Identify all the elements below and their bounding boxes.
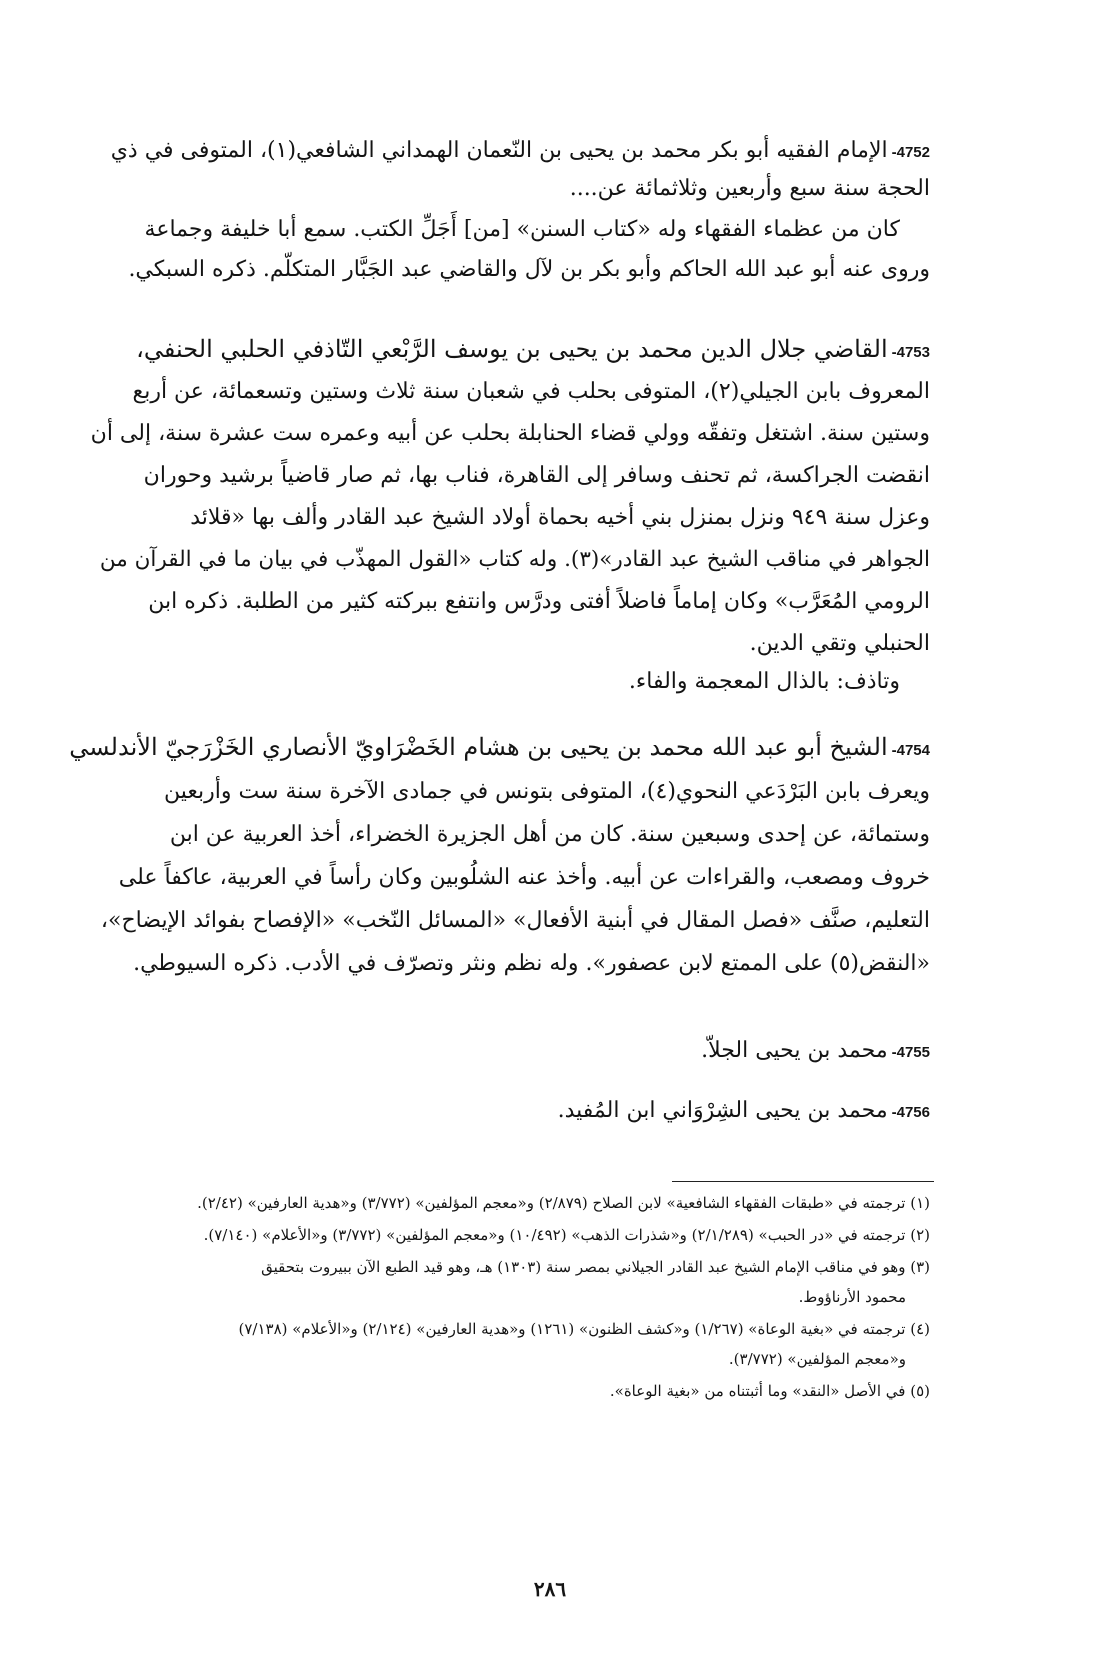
entry-text: محمد بن يحيى الجلاّ. <box>701 1038 888 1063</box>
entry-line: الحجة سنة سبع وأربعين وثلاثمائة عن.... <box>569 176 930 201</box>
entry-number: 4756- <box>891 1104 930 1121</box>
entry-line <box>90 140 930 178</box>
entry-line: كان من عظماء الفقهاء وله «كتاب السنن» [من] أَجَلِّ الكتب. سمع أبا خليفة وجماعة <box>144 217 900 242</box>
entry-number: 4754- <box>891 742 930 759</box>
footnote-divider <box>672 1181 934 1182</box>
entry-text: الإمام الفقيه أبو بكر محمد بن يحيى بن النّعمان الهمداني الشافعي(١)، المتوفى في ذي <box>110 138 888 163</box>
entry-line: وروى عنه أبو عبد الله الحاكم وأبو بكر بن لآل والقاضي عبد الجَبَّار المتكلّم. ذكره السبكي. <box>128 257 930 282</box>
footnote-continuation: محمود الأرناؤوط. <box>798 1288 906 1306</box>
footnote-continuation: و«معجم المؤلفين» (٣/٧٧٢). <box>728 1350 906 1368</box>
entry-line: الرومي المُعَرَّب» وكان إماماً فاضلاً أفتى ودرَّس وانتفع ببركته كثير من الطلبة. ذكره ابن <box>148 589 930 614</box>
entry-line: «النقض(٥) على الممتع لابن عصفور». وله نظم ونثر وتصرّف في الأدب. ذكره السيوطي. <box>133 951 930 976</box>
entry-line <box>90 1100 930 1140</box>
entry-line: وستين سنة. اشتغل وتفقّه وولي قضاء الحنابلة بحلب عن أبيه وعمره ست عشرة سنة، إلى أن <box>90 421 930 446</box>
entry-line: المعروف بابن الجيلي(٢)، المتوفى بحلب في شعبان سنة ثلاث وستين وتسعمائة، عن أربع <box>132 379 930 404</box>
entry-text: الشيخ أبو عبد الله محمد بن يحيى بن هشام الخَضْرَاويّ الأنصاري الخَزْرَجيّ الأندلسي <box>69 733 888 761</box>
entry-text: محمد بن يحيى الشِرْوَاني ابن المُفيد. <box>557 1098 888 1123</box>
entry-line: ويعرف بابن البَرْدَعي النحوي(٤)، المتوفى بتونس في جمادى الآخرة سنة ست وأربعين <box>163 779 930 804</box>
entry-line: التعليم، صنَّف «فصل المقال في أبنية الأفعال» «المسائل النّخب» «الإفصاح بفوائد الإيضاح»، <box>100 908 930 933</box>
footnotes <box>90 1196 930 1416</box>
entry-text: القاضي جلال الدين محمد بن يحيى بن يوسف الرَّبْعي التّاذفي الحلبي الحنفي، <box>136 335 888 363</box>
entry-line: وتاذف: بالذال المعجمة والفاء. <box>628 669 900 694</box>
entry-line: انقضت الجراكسة، ثم تحنف وسافر إلى القاهرة، فناب بها، ثم صار قاضياً برشيد وحوران <box>143 463 930 488</box>
footnote: (٢) ترجمته في «در الحبب» (٢/١/٢٨٩) و«شذرات الذهب» (١٠/٤٩٢) و«معجم المؤلفين» (٣/٧٧٢) و«الأعلام» (٧/١٤٠). <box>203 1226 930 1244</box>
entry-4756 <box>90 1100 930 1140</box>
footnote: (٤) ترجمته في «بغية الوعاة» (١/٢٦٧) و«كشف الظنون» (١٢٦١) و«هدية العارفين» (٢/١٢٤) و«الأعلام» (٧/١٣٨) <box>238 1320 930 1338</box>
entry-4754 <box>69 733 930 996</box>
entry-line <box>90 1040 930 1080</box>
footnote: (٥) في الأصل «النقد» وما أثبتناه من «بغية الوعاة». <box>609 1382 930 1400</box>
entry-4753 <box>90 337 930 711</box>
entry-line: خروف ومصعب، والقراءات عن أبيه. وأخذ عنه الشلُوبين وكان رأساً في العربية، عاكفاً على <box>118 865 930 890</box>
entry-number: 4752- <box>891 144 930 161</box>
footnote: (٣) وهو في مناقب الإمام الشيخ عبد القادر الجيلاني بمصر سنة (١٣٠٣) هـ، وهو قيد الطبع الآن ببيروت بتحقيق <box>261 1258 930 1276</box>
entry-4755 <box>90 1040 930 1080</box>
entry-line: الحنبلي وتقي الدين. <box>749 631 930 656</box>
entry-line <box>69 733 930 781</box>
page-number: ٢٨٦ <box>533 1577 567 1601</box>
entry-line: وعزل سنة ٩٤٩ ونزل بمنزل بني أخيه بحماة أولاد الشيخ عبد القادر وألف بها «قلائد <box>190 505 930 530</box>
entry-line: الجواهر في مناقب الشيخ عبد القادر»(٣). وله كتاب «القول المهذّب في بيان ما في القرآن من <box>99 547 930 572</box>
entry-line: وستمائة، عن إحدى وسبعين سنة. كان من أهل الجزيرة الخضراء، أخذ العربية عن ابن <box>169 822 930 847</box>
entry-4752 <box>90 140 930 299</box>
entry-number: 4753- <box>891 344 930 361</box>
entry-line <box>90 337 930 381</box>
footnote: (١) ترجمته في «طبقات الفقهاء الشافعية» لابن الصلاح (٢/٨٧٩) و«معجم المؤلفين» (٣/٧٧٢) و«هدية العارفين» (٢/٤٢). <box>197 1194 930 1212</box>
entry-number: 4755- <box>891 1044 930 1061</box>
